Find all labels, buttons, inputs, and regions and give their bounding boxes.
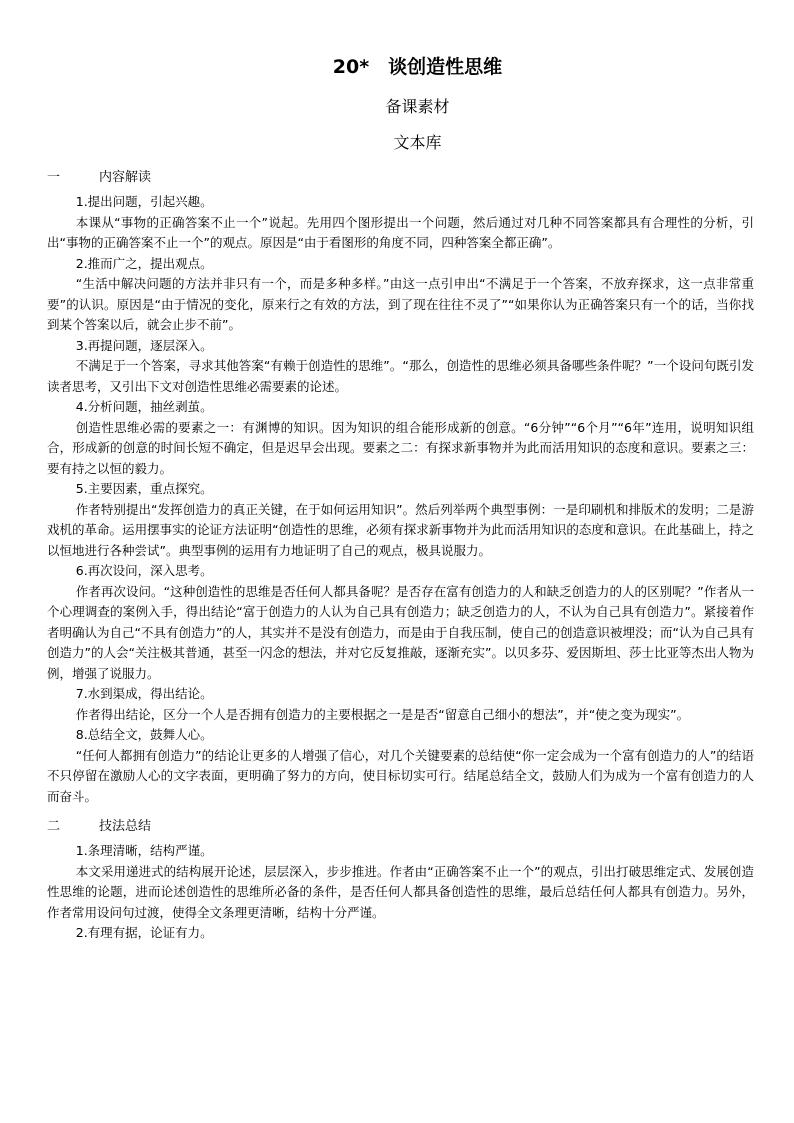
- section-label: 内容解读: [99, 170, 152, 185]
- section-label: 技法总结: [99, 819, 152, 834]
- page-subtitle: 备课素材: [385, 97, 450, 116]
- item-heading: 1.提出问题，引起兴趣。: [75, 194, 213, 209]
- body-paragraph: 不满足于一个答案，寻求其他答案“有赖于创造性的思维”。“那么，创造性的思维必须具备哪些条件呢？”一个设问句既引发读者思考，又引出下文对创造性思维必需要素的论述。: [47, 358, 754, 394]
- body-paragraph: “生活中解决问题的方法并非只有一个，而是多种多样。”由这一点引申出“不满足于一个答案，不放弃探求，这一点非常重要”的认识。原因是“由于情况的变化，原来行之有效的方法，到了现在往往不灵了”“如果你认为正确答案只有一个的话，当你找到某个答案以后，就会止步不前”。: [47, 276, 754, 332]
- section-number: 二: [47, 819, 61, 834]
- item-heading: 2.有理有据，论证有力。: [75, 925, 213, 940]
- body-paragraph: 创造性思维必需的要素之一：有渊博的知识。因为知识的组合能形成新的创意。“6分钟”“6个月”“6年”连用，说明知识组合，形成新的创意的时间长短不确定，但是迟早会出现。要素之二：有探求新事物并为此而活用知识的态度和意识。要素之三：要有持之以恒的毅力。: [47, 419, 754, 476]
- document-page: [47, 52, 754, 944]
- sections-container: [47, 168, 754, 944]
- item-heading: 6.再次设问，深入思考。: [75, 563, 213, 578]
- item-heading: 1.条理清晰，结构严谨。: [75, 843, 213, 858]
- item-heading: 5.主要因素，重点探究。: [75, 481, 213, 496]
- body-paragraph: 本文采用递进式的结构展开论述，层层深入，步步推进。作者由“正确答案不止一个”的观点，引出打破思维定式、发展创造性思维的论题，进而论述创造性的思维所必备的条件，是否任何人都具备创造性的思维，最后总结任何人都具有创造力。另外，作者常用设问句过渡，使得全文条理更清晰，结构十分严谨。: [47, 863, 754, 920]
- section-number: 一: [47, 170, 61, 185]
- item-heading: 3.再提问题，逐层深入。: [75, 337, 213, 353]
- item-heading: 2.推而广之，提出观点。: [75, 255, 213, 271]
- item-heading: 4.分析问题，抽丝剥茧。: [75, 399, 213, 414]
- body-paragraph: 作者得出结论，区分一个人是否拥有创造力的主要根据之一是是否“留意自己细小的想法”，并“使之变为现实”。: [75, 706, 690, 722]
- body-paragraph: 作者再次设问。“这种创造性的思维是否任何人都具备呢？是否存在富有创造力的人和缺乏创造力的人的区别呢？”作者从一个心理调查的案例入手，得出结论“富于创造力的人认为自己具有创造力；缺乏创造力的人，不认为自己具有创造力”。紧接着作者明确认为自己“不具有创造力”的人，其实并不是没有创造力，而是由于自我压制，使自己的创造意识被埋没；而“认为自己具有创造力”的人会“关注极其普通，甚至一闪念的想法，并对它反复推敲，逐渐充实”。以贝多芬、爱因斯坦、莎士比亚等杰出人物为例，增强了说服力。: [47, 583, 754, 681]
- body-paragraph: “任何人都拥有创造力”的结论让更多的人增强了信心，对几个关键要素的总结使“你一定会成为一个富有创造力的人”的结语不只停留在激励人心的文字表面，更明确了努力的方向，使目标切实可行。结尾总结全文，鼓励人们为成为一个富有创造力的人而奋斗。: [47, 747, 754, 804]
- body-paragraph: 本课从“事物的正确答案不止一个”说起。先用四个图形提出一个问题，然后通过对几种不同答案都具有合理性的分析，引出“事物的正确答案不止一个”的观点。原因是“由于看图形的角度不同，四种答案全都正确”。: [47, 214, 754, 250]
- body-paragraph: 作者特别提出“发挥创造力的真正关键，在于如何运用知识”。然后列举两个典型事例：一是印刷机和排版术的发明；二是游戏机的革命。运用摆事实的论证方法证明“创造性的思维，必须有探求新事物并为此而活用知识的态度和意识。在此基础上，持之以恒地进行各种尝试”。典型事例的运用有力地证明了自己的观点，极具说服力。: [47, 501, 754, 558]
- section-heading: [47, 817, 754, 837]
- page-title: 20* 谈创造性思维: [332, 56, 503, 78]
- library-label: 文本库: [393, 133, 442, 152]
- item-heading: 8.总结全文，鼓舞人心。: [75, 727, 213, 742]
- item-heading: 7.水到渠成，得出结论。: [75, 686, 213, 701]
- section-heading: [47, 168, 754, 188]
